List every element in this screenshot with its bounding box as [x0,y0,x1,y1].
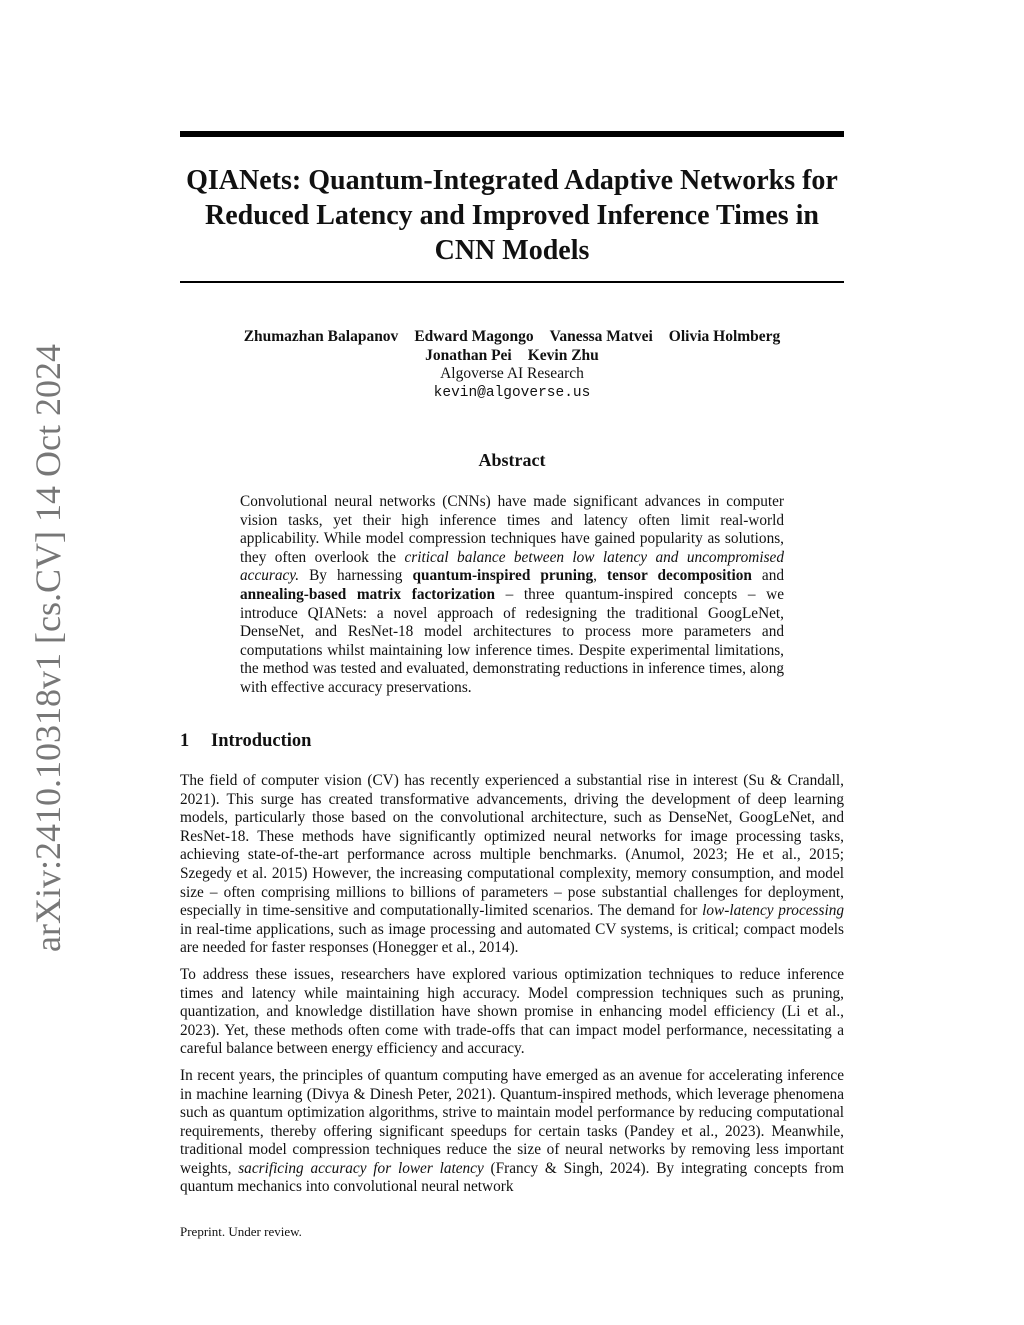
author-name: Zhumazhan Balapanov [243,328,399,345]
author-block [180,328,844,402]
section-heading-introduction [180,731,311,752]
preprint-footer: Preprint. Under review. [180,1224,302,1239]
paragraph: The field of computer vision (CV) has recently experienced a substantial rise in interest (Su & Crandall, 2021). This surge has created transformative advancements, driving the development of deep learning models, particularly those based on the convolutional architecture, such as DenseNet, GoogLeNet, and ResNet-18. These methods have significantly optimized neural networks for image processing tasks, achieving state-of-the-art performance across multiple benchmarks. (Anumol, 2023; He et al., 2015; Szegedy et al. 2015) However, the increasing computational complexity, memory consumption, and model size – often comprising millions to billions of parameters – pose substantial challenges for deployment, especially in time-sensitive and computationally-limited scenarios. The demand for low-latency processing in real-time applications, such as image processing and automated CV systems, is critical; compact models are needed for faster responses (Honegger et al., 2014). [180,772,844,957]
abstract-text: Convolutional neural networks (CNNs) have made significant advances in computer vision tasks, yet their high inference times and latency often limit real-world applicability. While model compression techniques have gained popularity as solutions, they often overlook the critical balance between low latency and uncompromised accuracy. By harnessing quantum-inspired pruning, tensor decomposition and annealing-based matrix factorization – three quantum-inspired concepts – we introduce QIANets: a novel approach of redesigning the traditional GoogLeNet, DenseNet, and ResNet-18 model architectures to process more parameters and computations whilst maintaining low inference times. Despite experimental limitations, the method was tested and evaluated, demonstrating reductions in inference times, along with effective accuracy preservations. [240,493,785,696]
introduction-body [180,772,844,1205]
author-name: Kevin Zhu [527,346,599,364]
affiliation: Algoverse AI Research [440,365,584,382]
paragraph: In recent years, the principles of quantum computing have emerged as an avenue for accelerating inference in machine learning (Divya & Dinesh Peter, 2021). Quantum-inspired methods, which leverage phenomena such as quantum optimization algorithms, strive to maintain model performance by reducing computational requirements, thereby offering significant speedups for certain tasks (Pandey et al., 2023). Meanwhile, traditional model compression techniques reduce the size of neural networks by removing less important weights, sacrificing accuracy for lower latency (Francy & Singh, 2024). By integrating concepts from quantum mechanics into convolutional neural network [180,1066,844,1196]
title-top-rule [180,131,844,137]
paragraph: To address these issues, researchers have explored various optimization techniques to reduce inference times and latency while maintaining high accuracy. Model compression techniques such as pruning, quantization, and knowledge distillation have shown promise in enhancing model efficiency (Li et al., 2023). Yet, these methods often come with trade-offs that can impact model performance, necessitating a careful balance between energy efficiency and accuracy. [180,965,844,1058]
author-name: Jonathan Pei [425,346,512,364]
author-name: Vanessa Matvei [549,328,653,345]
author-line-1 [180,328,844,347]
author-email: kevin@algoverse.us [433,384,591,401]
abstract-heading: Abstract [478,450,546,470]
paper-title: QIANets: Quantum-Integrated Adaptive Networks for Reduced Latency and Improved Inference Times in CNN Models [186,165,838,266]
author-line-2 [180,347,844,366]
author-name: Edward Magongo [414,328,534,345]
section-number: 1 [180,731,190,751]
author-name: Olivia Holmberg [668,328,781,345]
arxiv-identifier-stamp: arXiv:2410.10318v1 [cs.CV] 14 Oct 2024 [28,344,68,952]
title-bottom-rule [180,281,844,283]
section-title: Introduction [211,731,312,751]
